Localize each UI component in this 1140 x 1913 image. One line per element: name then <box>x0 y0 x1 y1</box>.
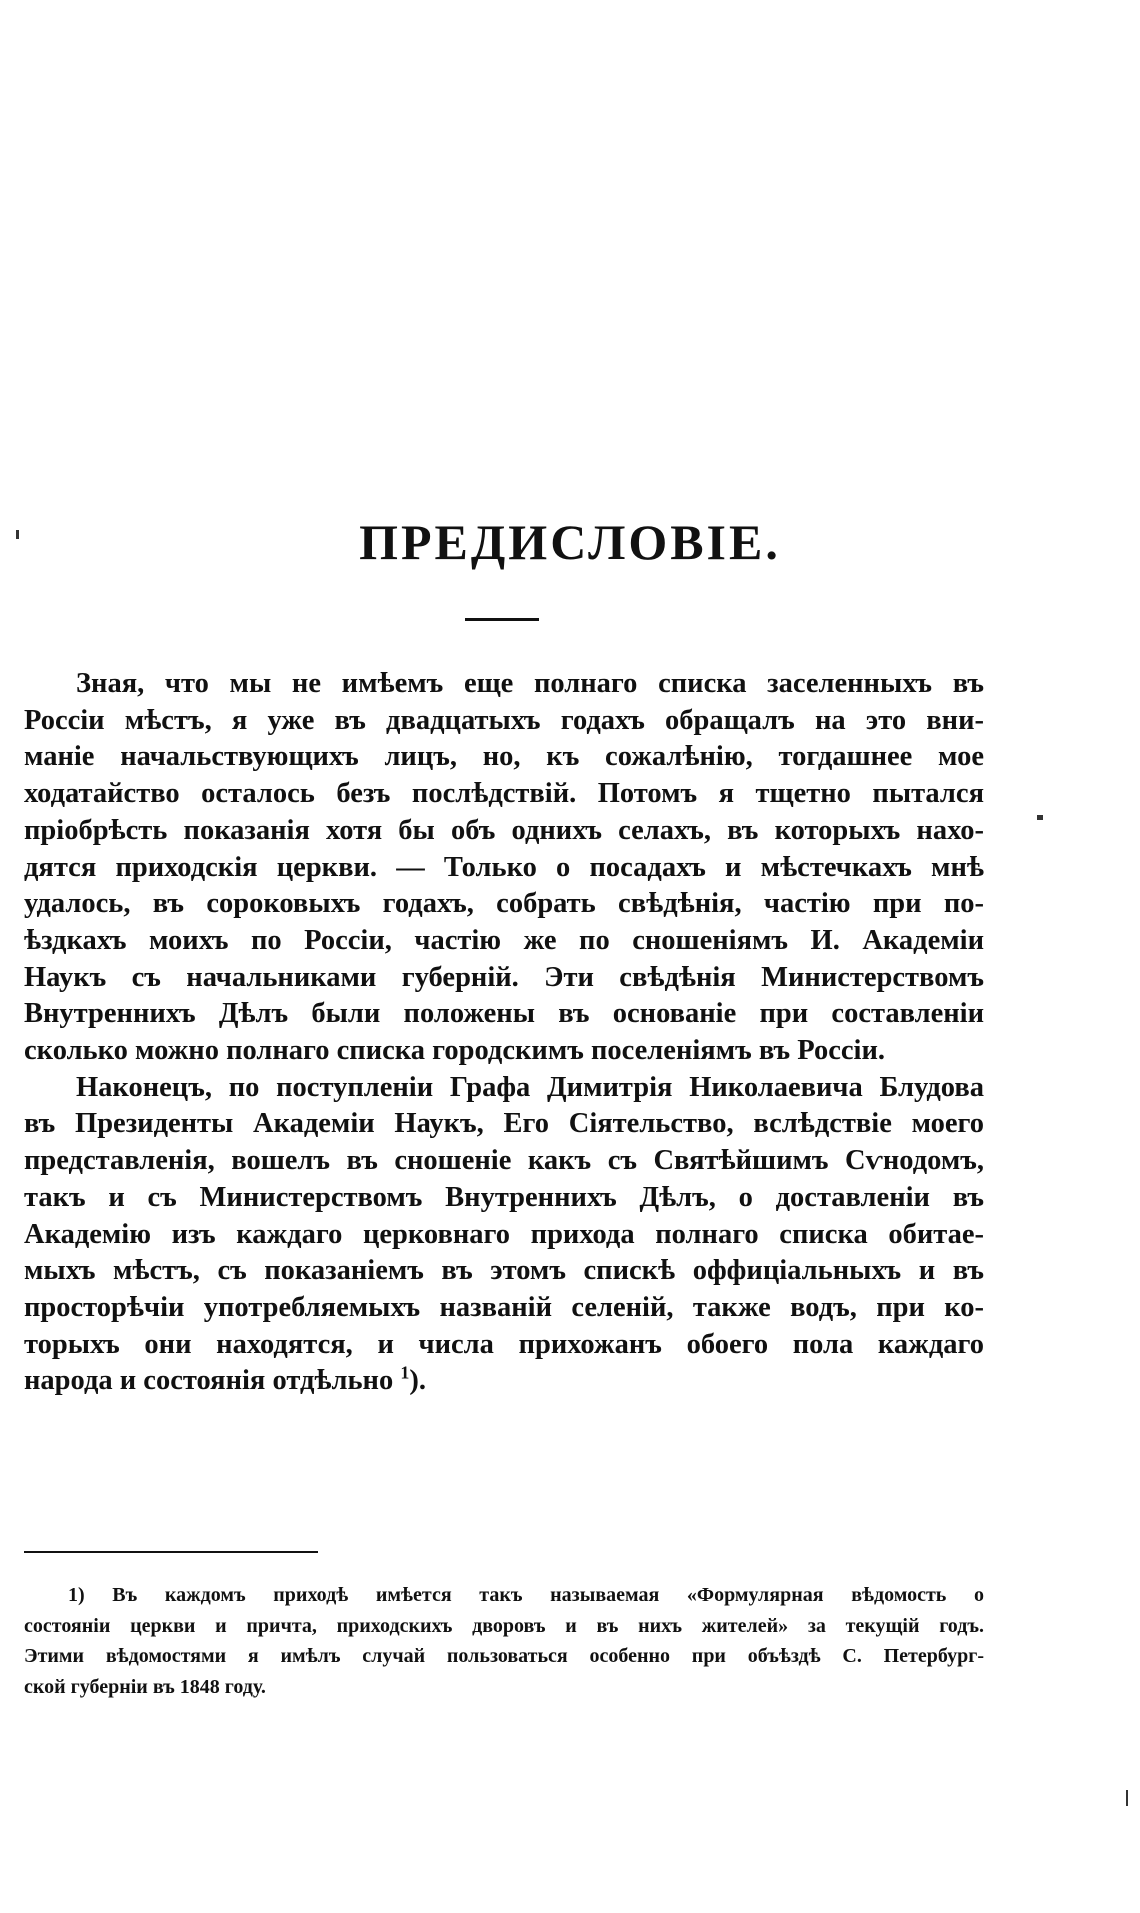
text-line: ѣздкахъ моихъ по Россіи, частію же по сношеніямъ И. Академіи <box>24 924 984 956</box>
text-line-end: народа и состоянія отдѣльно <box>24 1365 394 1397</box>
text-line: ходатайство осталось безъ послѣдствій. Потомъ я тщетно пытался <box>24 778 984 810</box>
scan-speck <box>1126 1790 1128 1806</box>
text-line: въ Президенты Академіи Наукъ, Его Сіятельство, вслѣдствіе моего <box>24 1108 984 1140</box>
text-line: торыхъ они находятся, и числа прихожанъ обоего пола каждаго <box>24 1328 984 1360</box>
text-line: пріобрѣсть показанія хотя бы объ однихъ селахъ, въ которыхъ нахо- <box>24 814 984 846</box>
text-line: просторѣчіи употребляемыхъ названій селеній, также водъ, при ко- <box>24 1291 984 1323</box>
footnote-reference[interactable]: 1 <box>400 1362 410 1383</box>
footnotes <box>24 1580 984 1702</box>
text-line: сколько можно полнаго списка городскимъ поселеніямъ въ Россіи. <box>24 1035 885 1067</box>
footnote-line: 1) Въ каждомъ приходѣ имѣется такъ называемая «Формулярная вѣдомость о <box>68 1584 984 1606</box>
footnote-1 <box>24 1580 984 1702</box>
scan-speck <box>16 530 19 539</box>
text-line: мыхъ мѣстъ, съ показаніемъ въ этомъ спискѣ оффиціальныхъ и въ <box>24 1255 984 1287</box>
text-line: дятся приходскія церкви. — Только о посадахъ и мѣстечкахъ мнѣ <box>24 851 984 883</box>
text-line: маніе начальствующихъ лицъ, но, къ сожалѣнію, тогдашнее мое <box>24 741 984 773</box>
footnote-line: состояніи церкви и причта, приходскихъ дворовъ и въ нихъ жителей» за текущій годъ. <box>24 1614 984 1637</box>
paragraph-1 <box>24 666 984 1070</box>
text-line: Зная, что мы не имѣемъ еще полнаго списка заселенныхъ въ <box>76 668 984 699</box>
footnote-line: ской губерніи въ 1848 году. <box>24 1675 266 1698</box>
paragraph-2 <box>24 1070 984 1400</box>
footnote-divider <box>24 1551 318 1553</box>
text-line-final <box>24 1363 984 1400</box>
text-line: Академію изъ каждаго церковнаго прихода полнаго списка обитае- <box>24 1218 984 1250</box>
scan-speck <box>1037 815 1043 820</box>
text-line: представленія, вошелъ въ сношеніе какъ съ Святѣйшимъ Сѵнодомъ, <box>24 1145 984 1177</box>
text-line: Внутреннихъ Дѣлъ были положены въ основаніе при составленіи <box>24 998 984 1030</box>
text-line: Наукъ съ начальниками губерній. Эти свѣдѣнія Министерствомъ <box>24 961 984 993</box>
closing-punctuation: ). <box>409 1365 426 1397</box>
text-line: Наконецъ, по поступленіи Графа Димитрія Николаевича Блудова <box>76 1071 984 1103</box>
preface-body <box>24 666 984 1400</box>
text-line: такъ и съ Министерствомъ Внутреннихъ Дѣлъ, о доставленіи въ <box>24 1181 984 1213</box>
text-line: Россіи мѣстъ, я уже въ двадцатыхъ годахъ обращалъ на это вни- <box>24 704 984 736</box>
footnote-line: Этими вѣдомостями я имѣлъ случай пользоваться особенно при объѣздѣ С. Петербург- <box>24 1645 984 1667</box>
page-title: ПРЕДИСЛОВІЕ. <box>359 514 781 570</box>
text-line: удалось, въ сороковыхъ годахъ, собрать свѣдѣнія, частію при по- <box>24 888 984 920</box>
title-divider <box>465 618 539 621</box>
